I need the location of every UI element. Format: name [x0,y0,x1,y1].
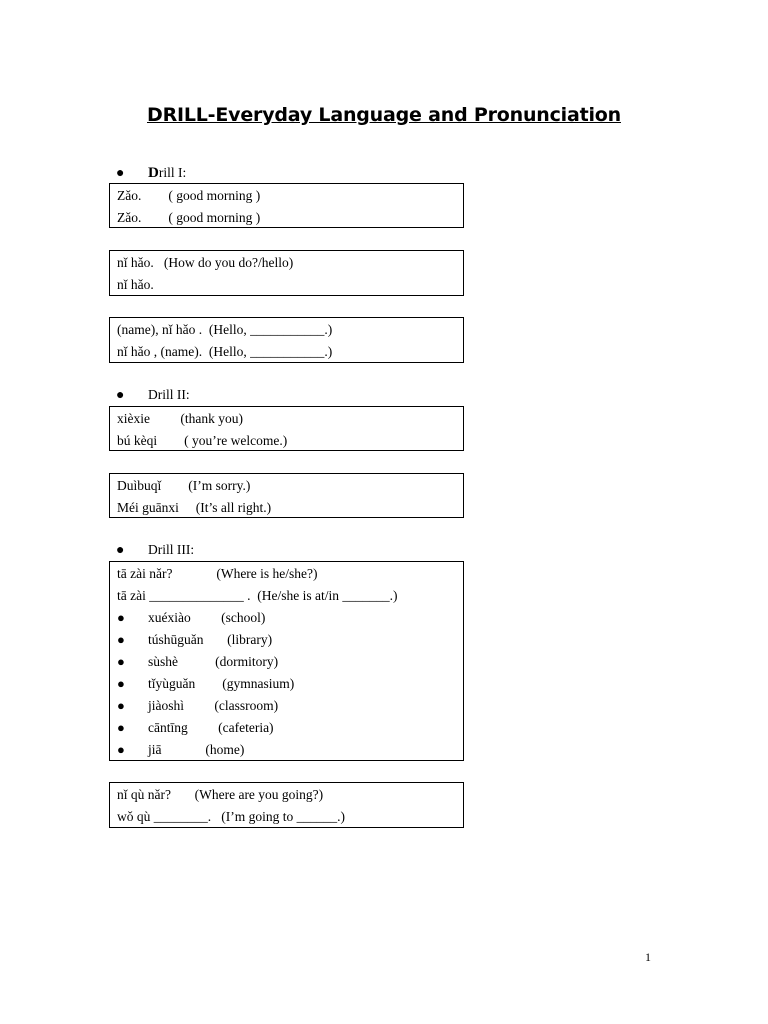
drill-line: nǐ qù nǎr? (Where are you going?) [117,787,324,802]
bullet-icon: ● [116,543,125,558]
location-item-text: jiā (home) [148,742,245,757]
drill-2-heading [116,386,190,404]
location-item-text: xuéxiào (school) [148,610,266,625]
drill-2-heading-text: Drill II: [148,387,190,402]
bullet-icon: ● [116,388,125,403]
drill-line: tā zài nǎr? (Where is he/she?) [117,566,318,581]
location-item-text: tǐyùguǎn (gymnasium) [148,676,295,691]
drill-1-box-greeting-morning [109,183,464,228]
bullet-icon: ● [116,166,125,181]
drill-line: Méi guānxi (It’s all right.) [117,500,272,515]
page-number: 1 [645,950,651,964]
bullet-icon: ● [117,632,125,647]
drill-2-box-thanks [109,406,464,451]
drill-line: (name), nǐ hǎo . (Hello, ___________.) [117,322,333,337]
location-item-text: cāntīng (cafeteria) [148,720,274,735]
drill-1-heading-initial: D [148,165,159,181]
bullet-icon: ● [117,654,125,669]
location-item-text: túshūguǎn (library) [148,632,273,647]
drill-2-box-apology [109,473,464,518]
location-item-text: jiàoshì (classroom) [148,698,279,713]
location-item [117,652,463,674]
drill-1-heading [116,164,186,182]
location-item [117,674,463,696]
drill-line: nǐ hǎo. (How do you do?/hello) [117,255,294,270]
location-item [117,740,463,762]
drill-line: tā zài ______________ . (He/she is at/in _______.) [117,588,398,603]
drill-line: nǐ hǎo , (name). (Hello, ___________.) [117,344,333,359]
bullet-icon: ● [117,742,125,757]
drill-3-heading [116,541,194,559]
bullet-icon: ● [117,676,125,691]
location-item-text: sùshè (dormitory) [148,654,279,669]
bullet-icon: ● [117,610,125,625]
drill-line: nǐ hǎo. [117,277,154,292]
drill-1-box-greeting-hello [109,250,464,296]
location-item [117,718,463,740]
drill-line: Zǎo. ( good morning ) [117,210,261,225]
location-item [117,608,463,630]
location-item [117,630,463,652]
drill-line: wǒ qù ________. (I’m going to ______.) [117,809,345,824]
drill-3-heading-text: Drill III: [148,542,195,557]
drill-1-box-greeting-name [109,317,464,363]
drill-3-box-going [109,782,464,828]
drill-line: xièxie (thank you) [117,411,243,426]
location-item [117,696,463,718]
drill-line: Duìbuqǐ (I’m sorry.) [117,478,251,493]
drill-line: bú kèqi ( you’re welcome.) [117,433,288,448]
drill-line: Zǎo. ( good morning ) [117,188,261,203]
bullet-icon: ● [117,698,125,713]
drill-3-box-locations [109,561,464,761]
bullet-icon: ● [117,720,125,735]
drill-1-heading-text: rill I: [158,165,187,180]
page-title: DRILL-Everyday Language and Pronunciation [147,104,621,126]
